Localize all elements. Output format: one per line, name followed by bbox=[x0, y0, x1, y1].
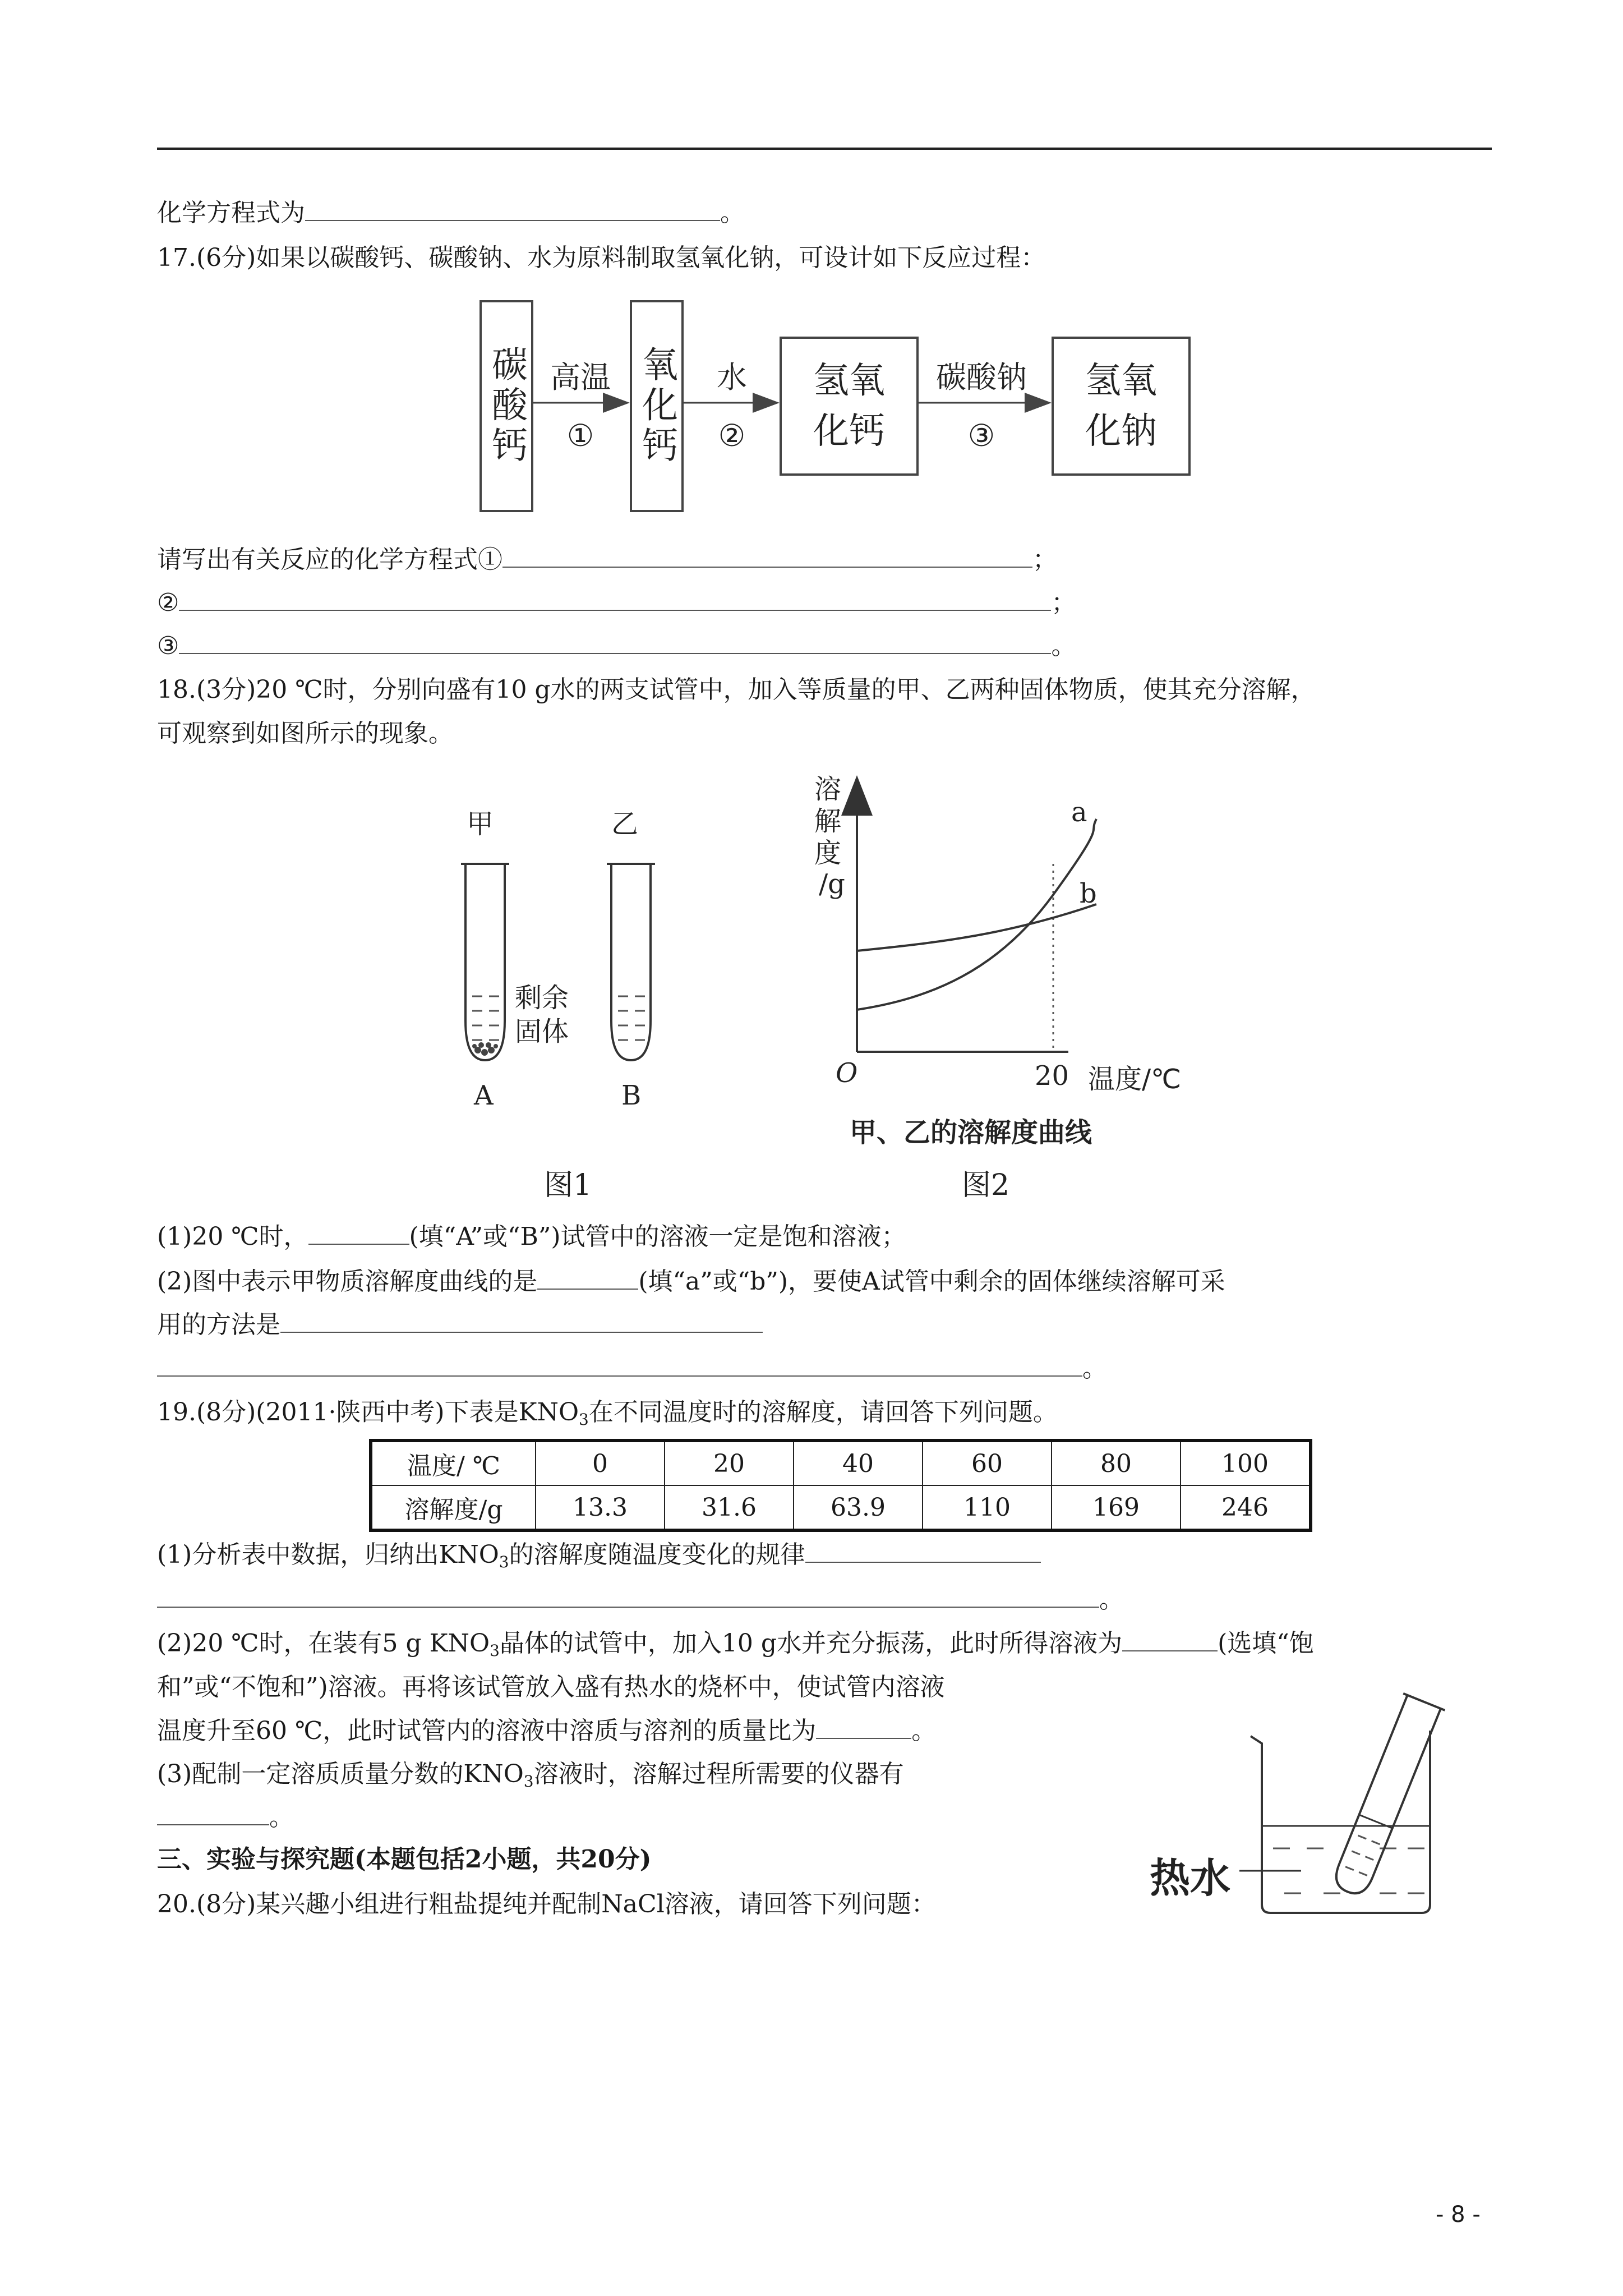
question-18-line-2 bbox=[157, 717, 453, 751]
arrow3-label-bottom: ③ bbox=[967, 418, 995, 453]
tilted-test-tube bbox=[1326, 1694, 1445, 1900]
text-q19-3b: 溶液时，溶解过程所需要的仪器有 bbox=[533, 1760, 904, 1788]
table-cell: 13.3 bbox=[536, 1485, 665, 1530]
question-19 bbox=[157, 1396, 1058, 1437]
text-q17-end: 。 bbox=[1051, 632, 1076, 660]
table-cell: 100 bbox=[1181, 1441, 1311, 1485]
subscript-3: 3 bbox=[499, 1553, 509, 1571]
curve-b-label: b bbox=[1080, 878, 1097, 909]
residue-solid bbox=[472, 1042, 498, 1056]
solubility-plot bbox=[830, 763, 1223, 1099]
subscript-3: 3 bbox=[490, 1641, 500, 1660]
table-row-temperature bbox=[371, 1441, 1311, 1485]
arrow2-label-bottom: ② bbox=[718, 418, 746, 453]
curve-a-label: a bbox=[1071, 797, 1087, 828]
text-l1: 化学方程式为 bbox=[157, 199, 305, 227]
q19-part-3-blank-line bbox=[157, 1801, 294, 1834]
text-circle2: ② bbox=[157, 588, 179, 617]
q17-answer-line-1 bbox=[157, 543, 1057, 577]
flow-box2-text: 氧化钙 bbox=[636, 346, 677, 467]
answer-blank[interactable] bbox=[502, 544, 1032, 568]
text-q19-2end: 。 bbox=[911, 1717, 937, 1745]
beaker-drawing bbox=[1239, 1683, 1481, 1924]
text-circle3: ③ bbox=[157, 632, 179, 660]
q19-part-1-blank-line bbox=[157, 1583, 1124, 1617]
text-q19-2e: 温度升至60 ℃，此时试管内的溶液中溶质与溶剂的质量比为 bbox=[157, 1717, 817, 1745]
table-cell: 110 bbox=[923, 1485, 1052, 1530]
flow-box4-line2: 化钠 bbox=[1085, 411, 1157, 452]
curve-a bbox=[857, 819, 1096, 1010]
question-20 bbox=[157, 1888, 936, 1921]
q18-part-1 bbox=[157, 1220, 906, 1254]
q19-part-1 bbox=[157, 1538, 1041, 1579]
text-q18-1b: (填“A”或“B”)试管中的溶液一定是饱和溶液； bbox=[409, 1222, 906, 1251]
answer-blank[interactable] bbox=[157, 1584, 1099, 1608]
table-cell: 0 bbox=[536, 1441, 665, 1485]
table-cell: 169 bbox=[1052, 1485, 1181, 1530]
arrow2-label-top: 水 bbox=[717, 360, 747, 395]
text-q19-1end: 。 bbox=[1099, 1585, 1124, 1614]
text-q19b: 在不同温度时的溶解度，请回答下列问题。 bbox=[588, 1398, 1058, 1427]
label-tube-b: B bbox=[621, 1080, 642, 1111]
text-q19-3end: 。 bbox=[269, 1803, 294, 1832]
table-header-solubility: 溶解度/g bbox=[371, 1485, 536, 1530]
section-3-title bbox=[157, 1843, 651, 1876]
origin-label: O bbox=[836, 1057, 858, 1089]
text-semi2: ； bbox=[1051, 588, 1076, 617]
arrow1-label-bottom: ① bbox=[566, 418, 594, 453]
table-header-temperature: 温度/ ℃ bbox=[371, 1441, 536, 1485]
answer-blank[interactable] bbox=[537, 1266, 638, 1290]
text-q18a: 18.(3分)20 ℃时，分别向盛有10 g水的两支试管中，加入等质量的甲、乙两种固体物质，使其充分溶解， bbox=[157, 675, 1316, 704]
table-cell: 246 bbox=[1181, 1485, 1311, 1530]
table-cell: 20 bbox=[665, 1441, 794, 1485]
label-tube-a: A bbox=[474, 1080, 494, 1111]
text-q17: 17.(6分)如果以碳酸钙、碳酸钠、水为原料制取氢氧化钠，可设计如下反应过程： bbox=[157, 243, 1046, 272]
text-q19-2b: 晶体的试管中，加入10 g水并充分振荡，此时所得溶液为 bbox=[499, 1629, 1123, 1658]
table-row-solubility bbox=[371, 1485, 1311, 1530]
text-q18-2a: (2)图中表示甲物质溶解度曲线的是 bbox=[157, 1267, 538, 1296]
answer-blank[interactable] bbox=[805, 1539, 1041, 1563]
q19-part-2-cont-2 bbox=[157, 1714, 936, 1748]
flow-box3-line1: 氢氧 bbox=[813, 360, 885, 402]
flow-arrows bbox=[0, 0, 1623, 561]
q19-part-2-cont-1 bbox=[157, 1671, 945, 1704]
text-semi1: ； bbox=[1032, 545, 1057, 574]
answer-blank[interactable] bbox=[280, 1309, 763, 1333]
table-cell: 31.6 bbox=[665, 1485, 794, 1530]
answer-blank[interactable] bbox=[1122, 1628, 1218, 1651]
x-axis-label: 温度/℃ bbox=[1088, 1064, 1182, 1095]
flow-box1-text: 碳酸钙 bbox=[486, 346, 527, 467]
text-l1-end: 。 bbox=[720, 199, 745, 227]
text-q18-2c: 用的方法是 bbox=[157, 1310, 280, 1339]
arrow3-label-top: 碳酸钠 bbox=[936, 360, 1027, 395]
text-q19a: 19.(8分)(2011·陕西中考)下表是KNO bbox=[157, 1398, 579, 1427]
text-q18b: 可观察到如图所示的现象。 bbox=[157, 719, 453, 748]
answer-blank[interactable] bbox=[157, 1353, 1082, 1377]
label-jia: 甲 bbox=[467, 808, 494, 840]
q19-part-3 bbox=[157, 1757, 904, 1798]
flow-box3-line2: 化钙 bbox=[813, 411, 885, 452]
table-cell: 40 bbox=[794, 1441, 923, 1485]
text-q19-2a: (2)20 ℃时，在装有5 g KNO bbox=[157, 1629, 490, 1658]
subscript-3: 3 bbox=[579, 1410, 589, 1429]
answer-blank[interactable] bbox=[179, 631, 1051, 654]
q19-part-2 bbox=[157, 1627, 1314, 1668]
text-q19-2c: (选填“饱 bbox=[1218, 1629, 1314, 1658]
question-18-line-1 bbox=[157, 673, 1316, 707]
q18-part-2 bbox=[157, 1265, 1225, 1299]
page-number: - 8 - bbox=[1436, 2202, 1481, 2228]
ylabel-char-1: 溶 bbox=[814, 774, 842, 805]
text-q19-3a: (3)配制一定溶质质量分数的KNO bbox=[157, 1760, 524, 1788]
ylabel-char-3: 度 bbox=[814, 838, 842, 869]
answer-blank[interactable] bbox=[308, 1221, 409, 1245]
text-q19-2d: 和”或“不饱和”)溶液。再将该试管放入盛有热水的烧杯中，使试管内溶液 bbox=[157, 1673, 945, 1701]
q17-answer-line-2 bbox=[157, 586, 1076, 620]
figure-2-caption: 图2 bbox=[962, 1168, 1010, 1202]
label-residue-line1: 剩余 bbox=[515, 982, 569, 1014]
text-q20: 20.(8分)某兴趣小组进行粗盐提纯并配制NaCl溶液，请回答下列问题： bbox=[157, 1890, 936, 1918]
q18-part-2-cont bbox=[157, 1308, 763, 1342]
label-hot-water: 热水 bbox=[1150, 1855, 1231, 1902]
text-q18-2b: (填“a”或“b”)，要使A试管中剩余的固体继续溶解可采 bbox=[638, 1267, 1225, 1296]
arrow1-label-top: 高温 bbox=[550, 360, 611, 395]
figure-2-title: 甲、乙的溶解度曲线 bbox=[850, 1117, 1092, 1148]
flow-box4-line1: 氢氧 bbox=[1085, 360, 1157, 402]
text-q19-1b: 的溶解度随温度变化的规律 bbox=[509, 1540, 805, 1569]
label-residue-line2: 固体 bbox=[515, 1016, 569, 1047]
q17-answer-line-3 bbox=[157, 629, 1076, 663]
table-cell: 63.9 bbox=[794, 1485, 923, 1530]
label-yi: 乙 bbox=[611, 808, 639, 840]
q18-part-2-blank-line bbox=[157, 1352, 1107, 1386]
curve-b bbox=[857, 904, 1096, 951]
answer-blank[interactable] bbox=[816, 1715, 911, 1739]
kno3-solubility-table bbox=[369, 1439, 1312, 1532]
answer-blank[interactable] bbox=[157, 1802, 269, 1825]
text-q19-1a: (1)分析表中数据，归纳出KNO bbox=[157, 1540, 499, 1569]
ylabel-char-2: 解 bbox=[814, 806, 842, 837]
text-q17-ask: 请写出有关反应的化学方程式① bbox=[157, 545, 502, 574]
subscript-3: 3 bbox=[523, 1772, 534, 1791]
answer-blank[interactable] bbox=[179, 587, 1051, 611]
ylabel-unit: /g bbox=[819, 868, 845, 900]
table-cell: 60 bbox=[923, 1441, 1052, 1485]
text-q18-1a: (1)20 ℃时， bbox=[157, 1222, 308, 1251]
table-cell: 80 bbox=[1052, 1441, 1181, 1485]
figure-1-caption: 图1 bbox=[544, 1168, 592, 1202]
x-tick-20: 20 bbox=[1035, 1060, 1069, 1092]
text-q18-2end: 。 bbox=[1082, 1354, 1107, 1383]
text-section3: 三、实验与探究题(本题包括2小题，共20分) bbox=[157, 1845, 652, 1874]
